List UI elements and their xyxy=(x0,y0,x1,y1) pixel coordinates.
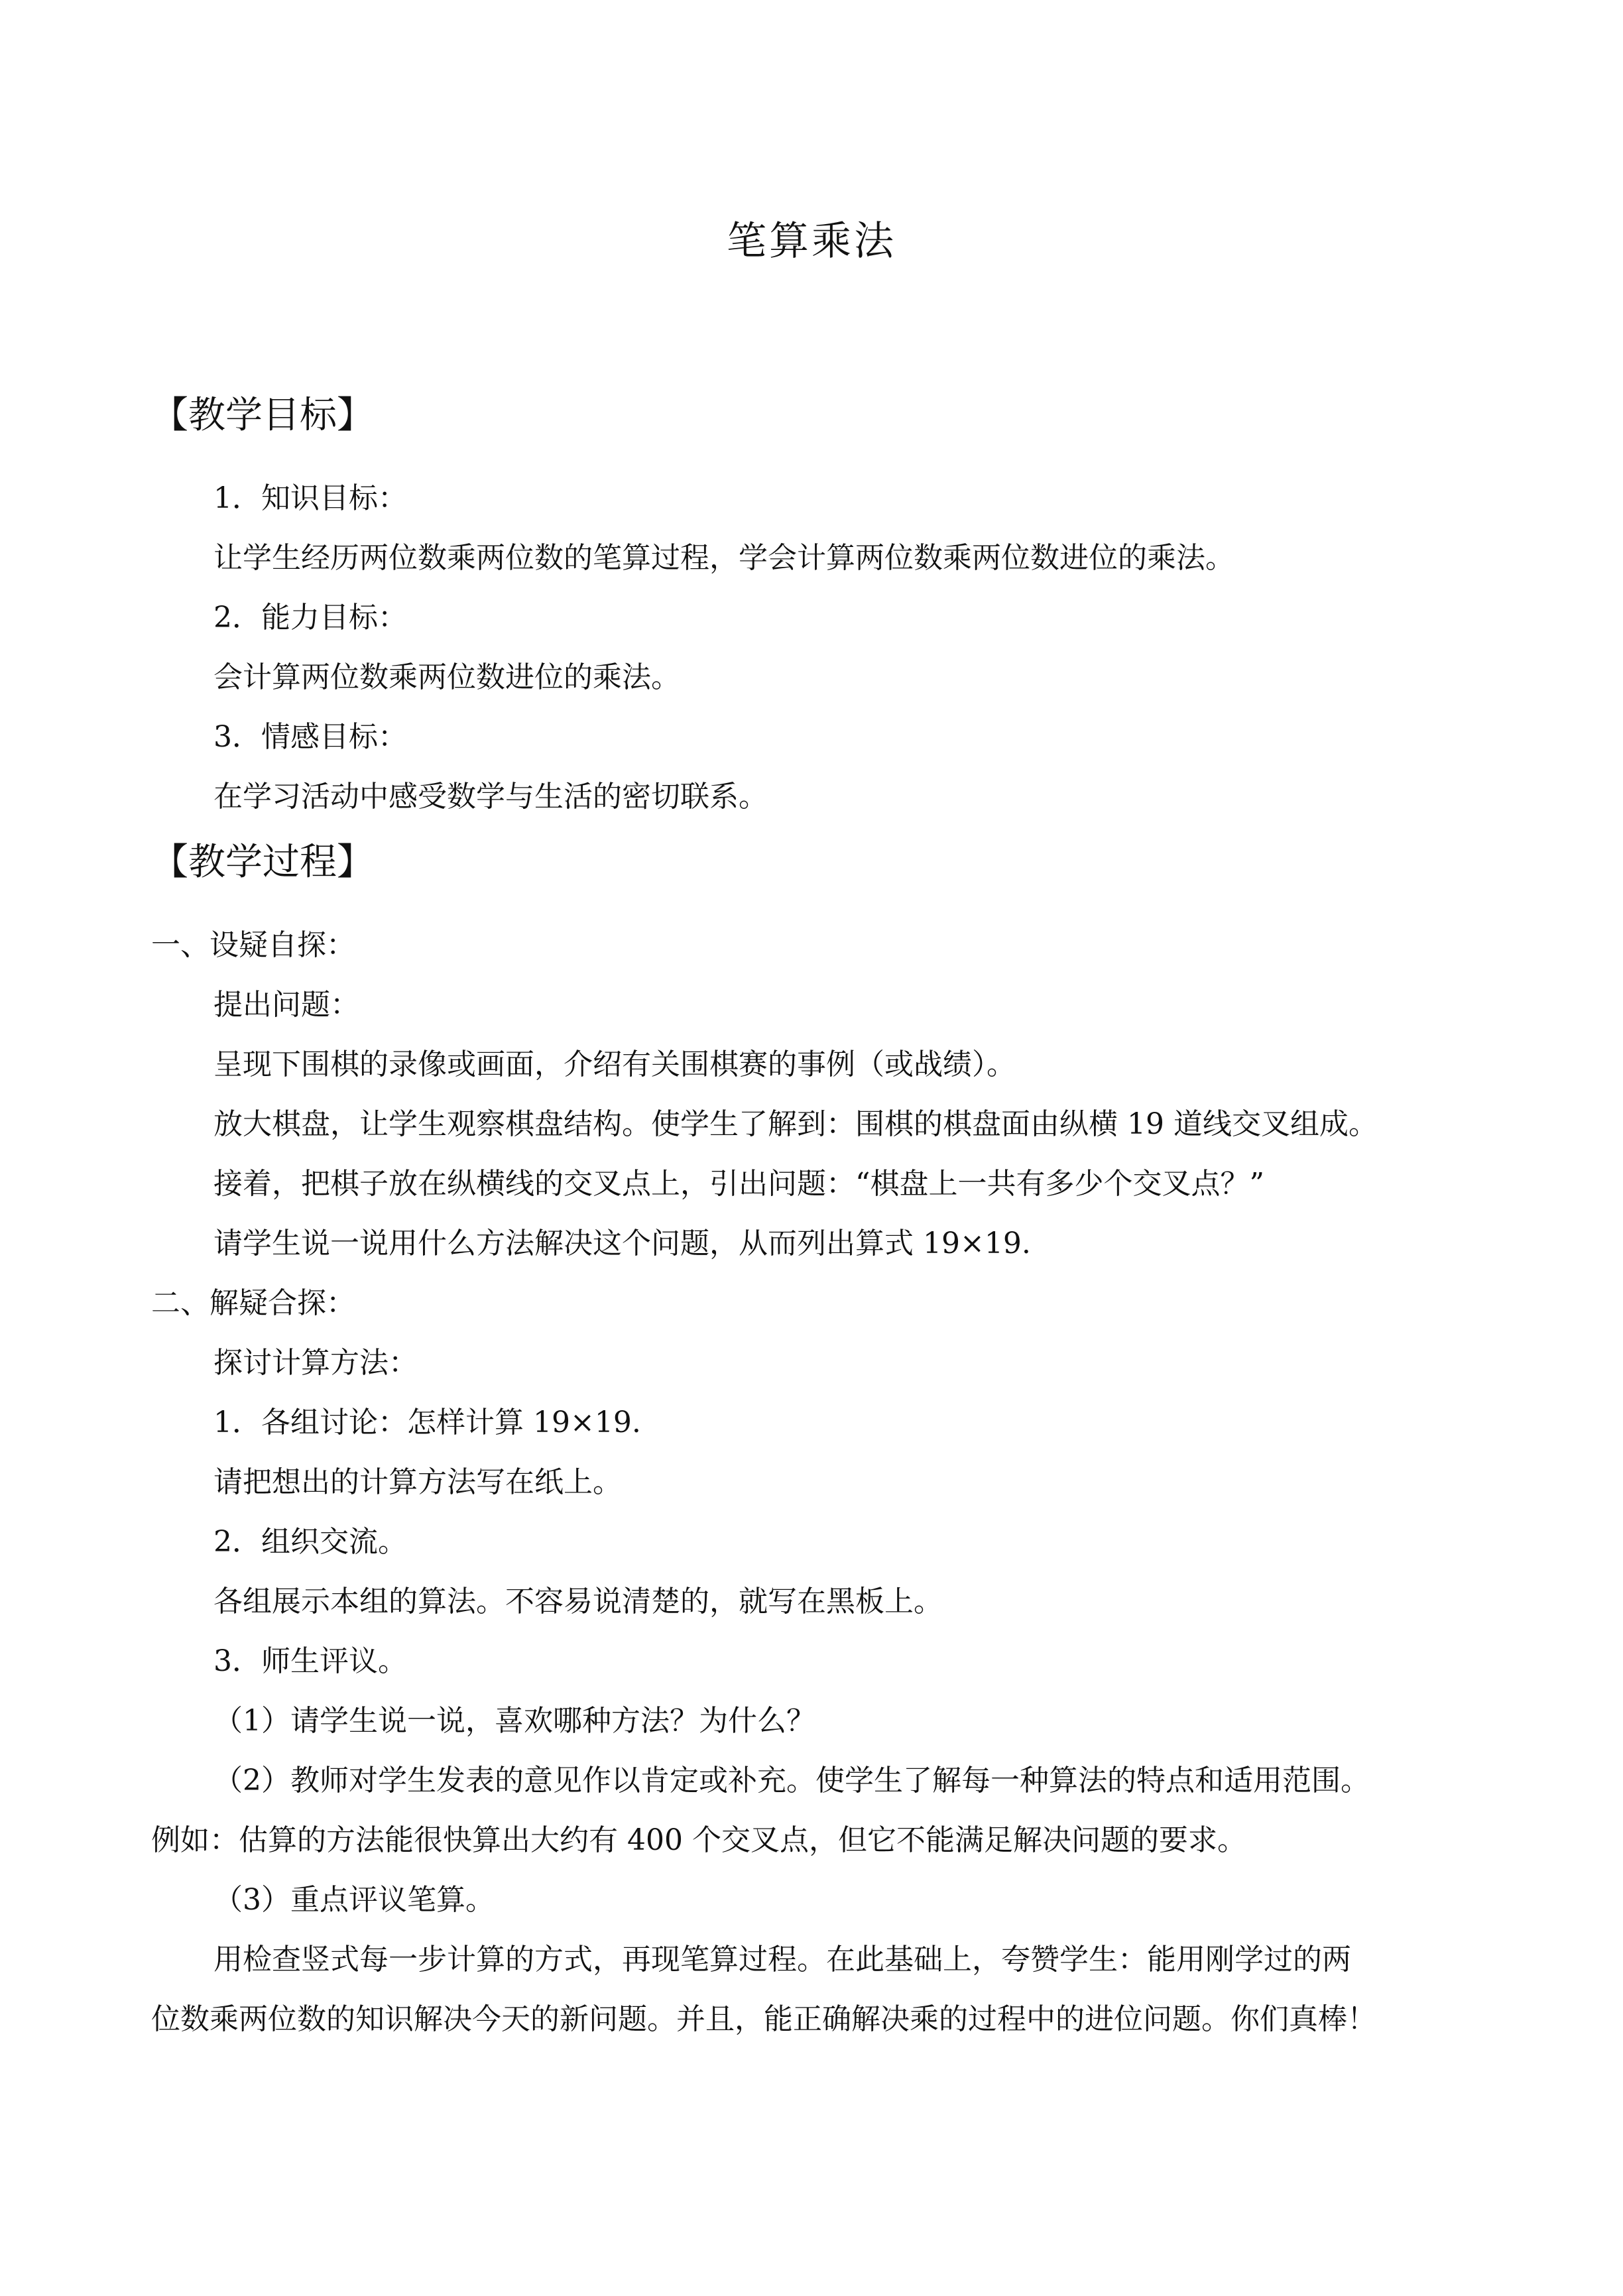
part-1-paragraph: 请学生说一说用什么方法解决这个问题，从而列出算式 19×19. xyxy=(213,1227,1031,1260)
step-2: 2．组织交流。 xyxy=(213,1525,407,1559)
goal-3-label: 3．情感目标： xyxy=(213,720,407,754)
comment-2-line-2: 例如：估算的方法能很快算出大约有 400 个交叉点，但它不能满足解决问题的要求。 xyxy=(151,1823,1246,1857)
step-3: 3．师生评议。 xyxy=(213,1644,407,1678)
comment-3: （3）重点评议笔算。 xyxy=(213,1883,495,1917)
page-title: 笔算乘法 xyxy=(727,218,896,265)
section-heading-process: 【教学过程】 xyxy=(151,841,374,884)
part-2-heading: 二、解疑合探： xyxy=(151,1286,355,1320)
goal-1-text: 让学生经历两位数乘两位数的笔算过程，学会计算两位数乘两位数进位的乘法。 xyxy=(213,541,1234,575)
goal-3-text: 在学习活动中感受数学与生活的密切联系。 xyxy=(213,780,768,814)
part-1-paragraph: 呈现下围棋的录像或画面，介绍有关围棋赛的事例（或战绩）。 xyxy=(213,1048,1016,1081)
comment-1: （1）请学生说一说，喜欢哪种方法？为什么？ xyxy=(213,1704,815,1738)
step-1: 1．各组讨论：怎样计算 19×19. xyxy=(213,1406,641,1439)
part-1-sub: 提出问题： xyxy=(213,988,359,1022)
step-1-text: 请把想出的计算方法写在纸上。 xyxy=(213,1465,622,1499)
goal-1-label: 1．知识目标： xyxy=(213,481,407,515)
final-paragraph-line-1: 用检查竖式每一步计算的方式，再现笔算过程。在此基础上，夸赞学生：能用刚学过的两 xyxy=(213,1943,1351,1976)
part-1-heading: 一、设疑自探： xyxy=(151,928,355,962)
goal-2-text: 会计算两位数乘两位数进位的乘法。 xyxy=(213,660,680,694)
step-2-text: 各组展示本组的算法。不容易说清楚的，就写在黑板上。 xyxy=(213,1585,943,1618)
goal-2-label: 2．能力目标： xyxy=(213,601,407,634)
part-2-sub: 探讨计算方法： xyxy=(213,1346,418,1380)
section-heading-goals: 【教学目标】 xyxy=(151,394,374,437)
final-paragraph-line-2: 位数乘两位数的知识解决今天的新问题。并且，能正确解决乘的过程中的进位问题。你们真棒！ xyxy=(151,2002,1376,2036)
comment-2-line-1: （2）教师对学生发表的意见作以肯定或补充。使学生了解每一种算法的特点和适用范围。 xyxy=(213,1764,1370,1797)
part-1-paragraph: 接着，把棋子放在纵横线的交叉点上，引出问题：“棋盘上一共有多少个交叉点？” xyxy=(213,1167,1264,1201)
part-1-paragraph: 放大棋盘，让学生观察棋盘结构。使学生了解到：围棋的棋盘面由纵横 19 道线交叉组成。 xyxy=(213,1107,1378,1141)
